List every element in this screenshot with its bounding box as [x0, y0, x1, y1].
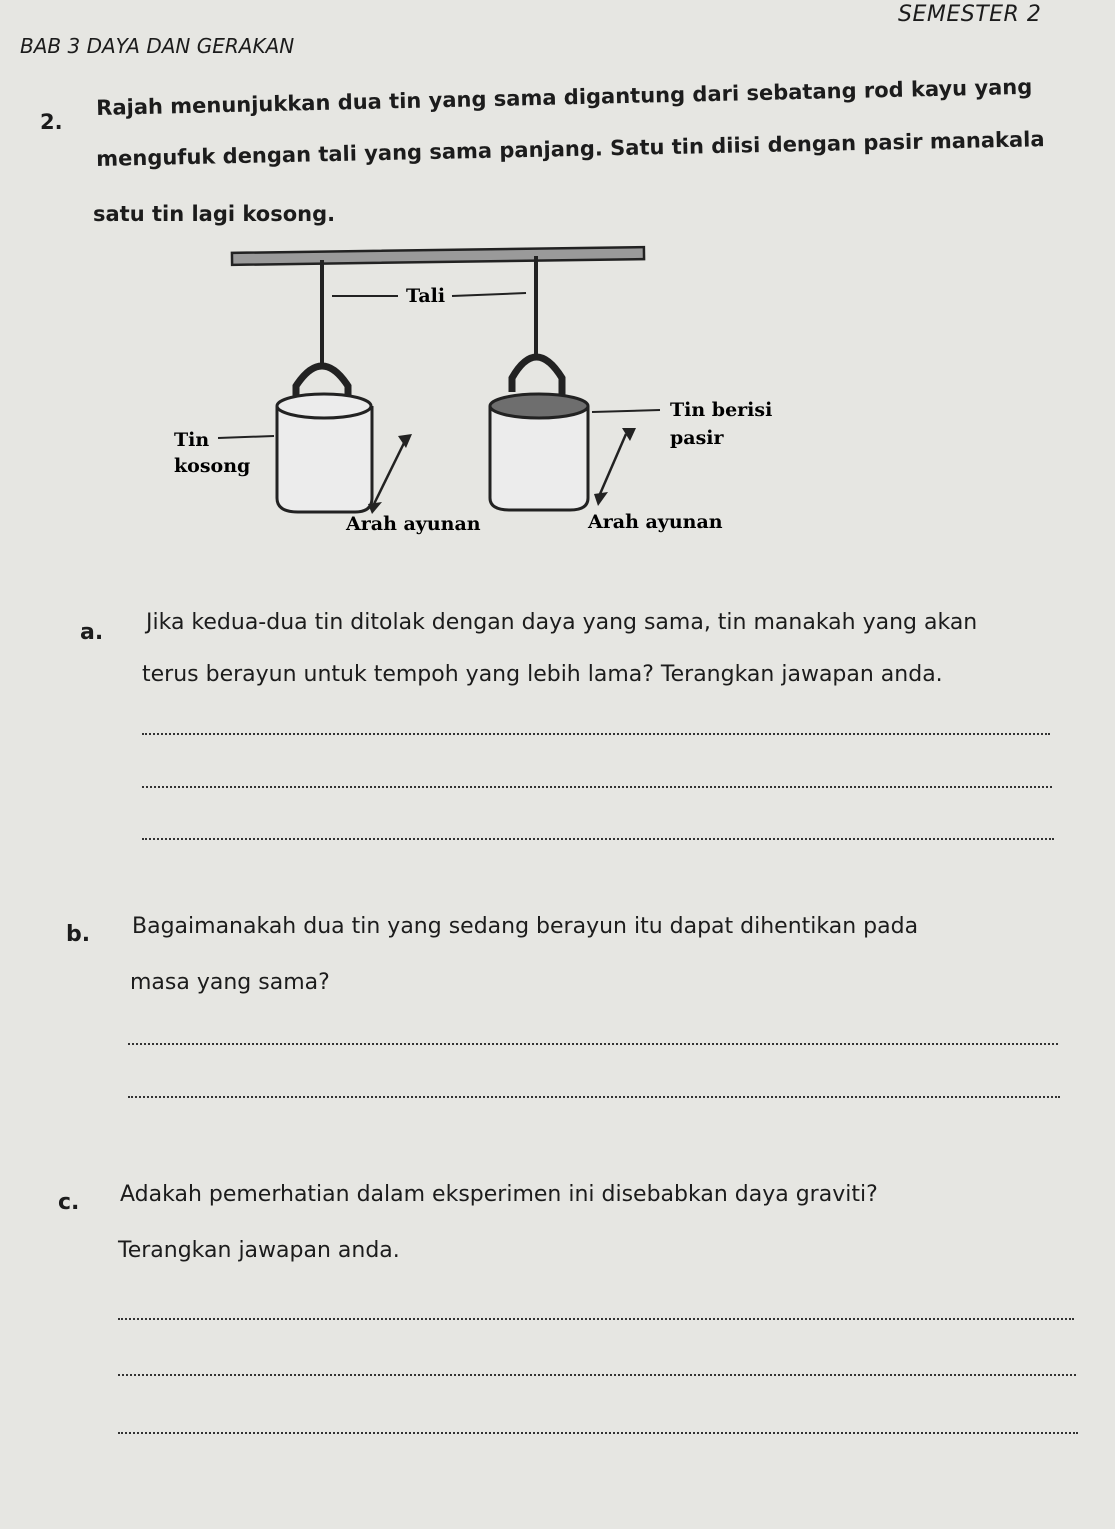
answer-line-c-3[interactable]: [118, 1432, 1078, 1434]
answer-line-a-3[interactable]: [142, 838, 1054, 840]
label-tin-kosong-1: Tin: [174, 429, 210, 451]
semester-label: SEMESTER 2: [898, 2, 1042, 27]
part-b-line-2: masa yang sama?: [130, 970, 330, 995]
label-arah-ayunan-left: Arah ayunan: [346, 513, 481, 535]
part-b-letter: b.: [66, 922, 91, 947]
question-number: 2.: [40, 110, 63, 134]
label-arah-ayunan-right: Arah ayunan: [588, 511, 723, 533]
pendulum-tins-diagram: [160, 238, 780, 548]
part-a-letter: a.: [80, 620, 104, 645]
wooden-rod: [232, 247, 644, 265]
question-line-2: mengufuk dengan tali yang sama panjang. Satu tin diisi dengan pasir manakala: [96, 127, 1045, 171]
label-tin-berisi-1: Tin berisi: [670, 399, 773, 421]
label-tin-kosong-2: kosong: [174, 455, 251, 477]
label-tali: Tali: [406, 285, 446, 307]
question-line-3: satu tin lagi kosong.: [93, 202, 336, 226]
answer-line-a-2[interactable]: [142, 786, 1052, 788]
answer-line-a-1[interactable]: [142, 733, 1050, 735]
answer-line-c-1[interactable]: [118, 1318, 1074, 1320]
empty-tin: [277, 366, 372, 512]
answer-line-b-1[interactable]: [128, 1043, 1058, 1045]
sand-tin: [490, 357, 588, 510]
part-b-line-1: Bagaimanakah dua tin yang sedang berayun itu dapat dihentikan pada: [132, 914, 919, 939]
answer-line-b-2[interactable]: [128, 1096, 1060, 1098]
question-line-1: Rajah menunjukkan dua tin yang sama digantung dari sebatang rod kayu yang: [96, 74, 1033, 120]
part-c-letter: c.: [58, 1190, 80, 1215]
part-c-line-1: Adakah pemerhatian dalam eksperimen ini disebabkan daya graviti?: [120, 1182, 878, 1207]
part-a-line-2: terus berayun untuk tempoh yang lebih lama? Terangkan jawapan anda.: [142, 662, 943, 687]
answer-line-c-2[interactable]: [118, 1374, 1076, 1376]
chapter-title: BAB 3 DAYA DAN GERAKAN: [20, 34, 295, 58]
label-tin-berisi-2: pasir: [670, 427, 724, 449]
part-a-line-1: Jika kedua-dua tin ditolak dengan daya yang sama, tin manakah yang akan: [146, 610, 978, 635]
part-c-line-2: Terangkan jawapan anda.: [118, 1238, 400, 1263]
